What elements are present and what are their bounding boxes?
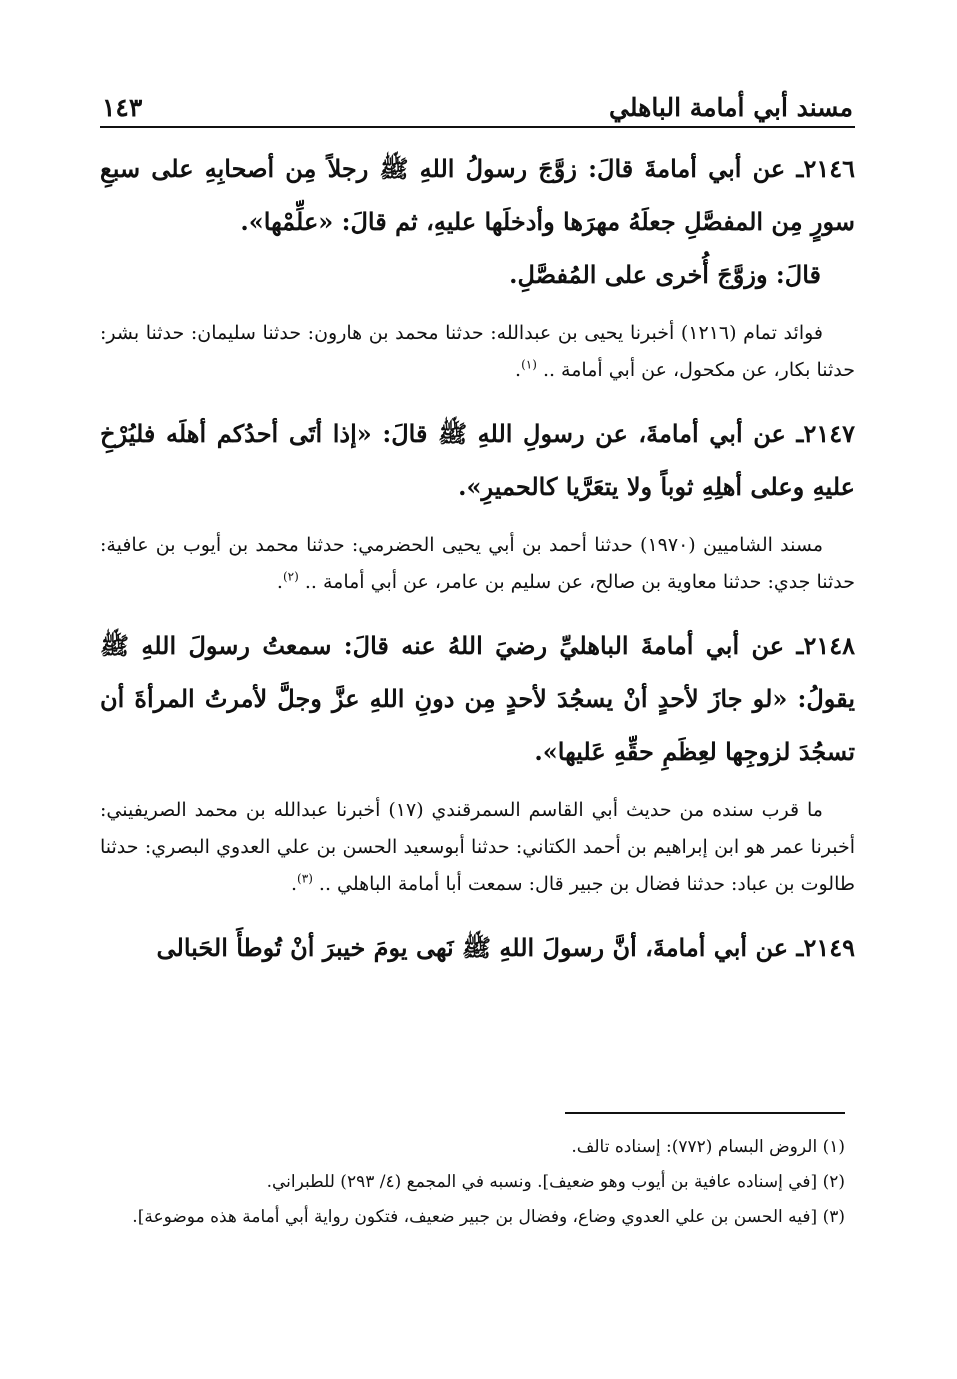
running-header xyxy=(100,78,855,128)
hadith-extra: قالَ: وزوَّجَ أُخرى على المُفصَّلِ. xyxy=(509,260,821,289)
source-text: ما قرب سنده من حديث أبي القاسم السمرقندي (١٧) أخبرنا عبدالله بن محمد الصريفيني: أخبرنا عمر هو ابن إبراهيم بن أحمد الكتاني: حدثنا أبوسعيد الحسن بن علي العدوي البصري: حدثنا طالوت بن عباد: حدثنا فضال بن جبير قال: سمعت أبا أمامة الباهلي .. xyxy=(100,799,855,895)
source-text: مسند الشاميين (١٩٧٠) حدثنا أحمد بن أبي يحيى الحضرمي: حدثنا محمد بن أيوب بن عافية: حدثنا جدي: حدثنا معاوية بن صالح، عن سليم بن عامر، عن أبي أمامة .. xyxy=(100,534,855,593)
hadith-source: مسند الشاميين (١٩٧٠) حدثنا أحمد بن أبي يحيى الحضرمي: حدثنا محمد بن أيوب بن عافية: حدثنا جدي: حدثنا معاوية بن صالح، عن سليم بن عامر، عن أبي أمامة .. $^{(٢)}$. xyxy=(100,534,855,593)
footnote-ref: (٣) xyxy=(297,871,313,886)
hadith-source: ما قرب سنده من حديث أبي القاسم السمرقندي (١٧) أخبرنا عبدالله بن محمد الصريفيني: أخبرنا عمر هو ابن إبراهيم بن أحمد الكتاني: حدثنا أبوسعيد الحسن بن علي العدوي البصري: حدثنا طالوت بن عباد: حدثنا فضال بن جبير قال: سمعت أبا أمامة الباهلي .. $^{(٣)}$. xyxy=(100,799,855,895)
footnote-1: (١) الروض البسام (٧٧٢): إسناده تالف. xyxy=(571,1137,845,1157)
hadith-text: عن أبي أمامةَ، أنَّ رسولَ اللهِ ﷺ نَهى يومَ خيبرَ أنْ تُوطأَ الحَبالى xyxy=(156,933,789,962)
page-number: ١٤٣ xyxy=(102,93,143,122)
hadith-number: ٢١٤٧ xyxy=(803,419,855,448)
hadith-number: ٢١٤٨ xyxy=(803,631,855,660)
hadith-2146: ٢١٤٦ـ عن أبي أمامةَ قالَ: زوَّجَ رسولُ اللهِ ﷺ رجلاً مِن أصحابِهِ على سبعِ سورٍ مِن المفصَّلِ جعلَهُ مهرَها وأدخلَها عليهِ، ثم قالَ: «علِّمْها». قالَ: وزوَّجَ أُخرى على المُفصَّلِ. xyxy=(100,142,855,301)
footnotes xyxy=(100,1130,845,1235)
hadith-number: ٢١٤٦ xyxy=(803,154,855,183)
hadith-source: فوائد تمام (١٢١٦) أخبرنا يحيى بن عبدالله: حدثنا محمد بن هارون: حدثنا سليمان: حدثنا بشر: حدثنا بكار، عن مكحول، عن أبي أمامة .. $^{(١)}$. xyxy=(100,322,855,381)
footnote-ref: (٢) xyxy=(282,569,299,584)
footnote-divider xyxy=(565,1112,845,1114)
hadith-text: عن أبي أمامةَ، عن رسولِ اللهِ ﷺ قالَ: «إذا أتَى أحدُكم أهلَه فليُرْخِ عليهِ وعلى أهلِهِ ثوباً ولا يتعَرَّيا كالحميرِ». xyxy=(100,419,855,501)
header-title: مسند أبي أمامة الباهلي xyxy=(609,93,853,122)
hadith-number: ٢١٤٩ xyxy=(803,933,855,962)
footnote-3: (٣) [فيه الحسن بن علي العدوي وضاع، وفضال بن جبير ضعيف، فتكون رواية أبي أمامة هذه موضوعة]. xyxy=(132,1207,845,1227)
footnote-2: (٢) [في إسناده عافية بن أيوب وهو ضعيف]. ونسبه في المجمع (٤/ ٢٩٣) للطبراني. xyxy=(266,1172,845,1192)
hadith-2148: ٢١٤٨ـ عن أبي أمامةَ الباهليِّ رضيَ اللهُ عنه قالَ: سمعتُ رسولَ اللهِ ﷺ يقولُ: «لو جازَ لأحدٍ أنْ يسجُدَ لأحدٍ مِن دونِ اللهِ عزَّ وجلَّ لأمرتُ المرأةَ أن تسجُدَ لزوجِها لعِظَمِ حقِّهِ عَليها». xyxy=(100,631,855,766)
footnote-ref: (١) xyxy=(521,357,537,372)
main-content xyxy=(100,142,855,974)
hadith-2147: ٢١٤٧ـ عن أبي أمامةَ، عن رسولِ اللهِ ﷺ قالَ: «إذا أتَى أحدُكم أهلَه فليُرْخِ عليهِ وعلى أهلِهِ ثوباً ولا يتعَرَّيا كالحميرِ». xyxy=(100,419,855,501)
source-text: فوائد تمام (١٢١٦) أخبرنا يحيى بن عبدالله: حدثنا محمد بن هارون: حدثنا سليمان: حدثنا بشر: حدثنا بكار، عن مكحول، عن أبي أمامة .. xyxy=(100,322,855,381)
hadith-2149: ٢١٤٩ـ عن أبي أمامةَ، أنَّ رسولَ اللهِ ﷺ نَهى يومَ خيبرَ أنْ تُوطأَ الحَبالى xyxy=(156,933,855,962)
hadith-text: عن أبي أمامةَ قالَ: زوَّجَ رسولُ اللهِ ﷺ رجلاً مِن أصحابِهِ على سبعِ سورٍ مِن المفصَّلِ جعلَهُ مهرَها وأدخلَها عليهِ، ثم قالَ: «علِّمْها». xyxy=(100,154,855,236)
hadith-text: عن أبي أمامةَ الباهليِّ رضيَ اللهُ عنه قالَ: سمعتُ رسولَ اللهِ ﷺ يقولُ: «لو جازَ لأحدٍ أنْ يسجُدَ لأحدٍ مِن دونِ اللهِ عزَّ وجلَّ لأمرتُ المرأةَ أن تسجُدَ لزوجِها لعِظَمِ حقِّهِ عَليها». xyxy=(100,631,855,766)
